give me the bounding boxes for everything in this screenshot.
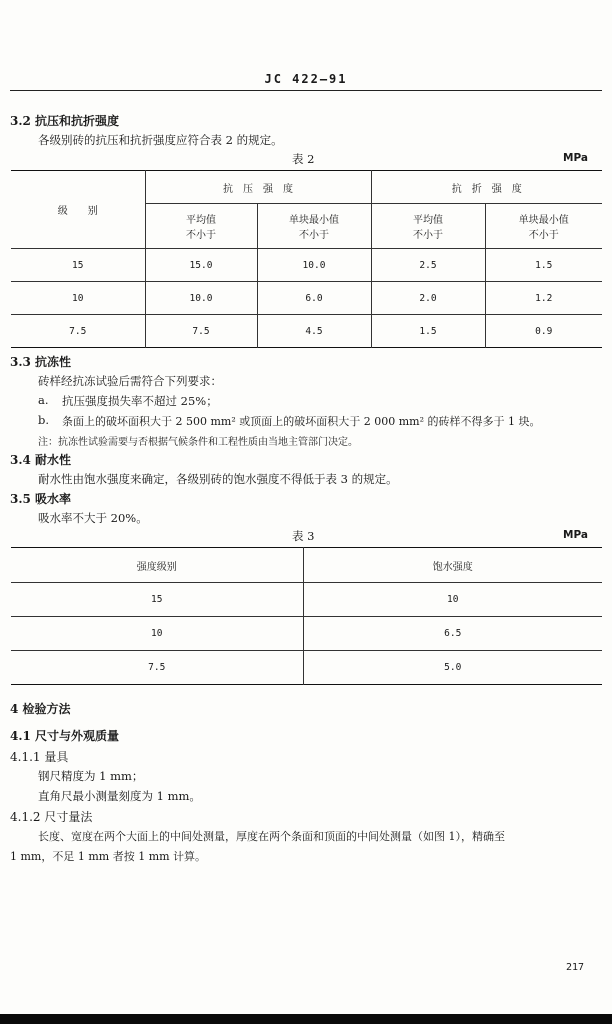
item-b-text: 条面上的破坏面积大于 2 500 mm² 或顶面上的破坏面积大于 2 000 mm² 的砖样不得多于 1 块。 [62, 415, 541, 428]
grade-header: 级 别 [11, 171, 145, 249]
flex-avg-header: 平均值 不小于 [371, 204, 485, 249]
page-number: 217 [566, 962, 585, 973]
item-b-label: b. [38, 413, 50, 427]
table-3-caption: 表 3 [292, 529, 315, 543]
table-row: 15 15.0 10.0 2.5 1.5 [11, 249, 602, 282]
section-3-5-heading: 3.5 吸水率 [10, 492, 72, 506]
section-3-3-note: 注：抗冻性试验需要与否根据气候条件和工程性质由当地主管部门决定。 [38, 437, 358, 448]
header-rule [10, 90, 602, 91]
item-a-label: a. [38, 393, 49, 407]
section-3-4-heading: 3.4 耐水性 [10, 453, 72, 467]
compress-strength-header: 抗 压 强 度 [145, 171, 371, 204]
item-a-text: 抗压强度损失率不超过 25%； [62, 394, 218, 408]
table-row: 10 10.0 6.0 2.0 1.2 [11, 282, 602, 315]
section-3-2-text: 各级别砖的抗压和抗折强度应符合表 2 的规定。 [38, 133, 283, 147]
table-3-unit: MPa [563, 529, 588, 541]
section-4-1-1-line1: 钢尺精度为 1 mm； [38, 769, 144, 783]
flex-strength-header: 抗 折 强 度 [371, 171, 602, 204]
section-3-2-heading: 3.2 抗压和抗折强度 [10, 114, 120, 128]
section-4-1-2-line2: 1 mm，不足 1 mm 者按 1 mm 计算。 [10, 850, 207, 863]
section-4-1-1-line2: 直角尺最小测量刻度为 1 mm。 [38, 789, 201, 803]
section-3-3-intro: 砖样经抗冻试验后需符合下列要求： [38, 374, 222, 388]
table-row: 7.5 5.0 [11, 651, 602, 685]
section-4-1-heading: 4.1 尺寸与外观质量 [10, 729, 120, 743]
table-3 [11, 547, 602, 685]
saturated-strength-header: 饱水强度 [303, 548, 602, 583]
section-3-4-text: 耐水性由饱水强度来确定，各级别砖的饱水强度不得低于表 3 的规定。 [38, 472, 398, 486]
section-4-heading: 4 检验方法 [10, 702, 71, 716]
compress-avg-header: 平均值 不小于 [145, 204, 257, 249]
table-2-unit: MPa [563, 152, 588, 164]
table-row: 10 6.5 [11, 617, 602, 651]
compress-min-header: 单块最小值 不小于 [257, 204, 371, 249]
table-2-caption: 表 2 [292, 152, 315, 166]
scan-edge [0, 1014, 612, 1024]
section-4-1-1-heading: 4.1.1 量具 [10, 750, 69, 764]
flex-min-header: 单块最小值 不小于 [485, 204, 602, 249]
strength-grade-header: 强度级别 [11, 548, 303, 583]
document-header: JC 422—91 [264, 72, 348, 86]
table-2 [11, 170, 602, 348]
section-4-1-2-line1: 长度、宽度在两个大面上的中间处测量，厚度在两个条面和顶面的中间处测量（如图 1），精确至 [38, 830, 505, 843]
table-row: 15 10 [11, 583, 602, 617]
section-3-3-heading: 3.3 抗冻性 [10, 355, 72, 369]
table-row: 7.5 7.5 4.5 1.5 0.9 [11, 315, 602, 348]
section-4-1-2-heading: 4.1.2 尺寸量法 [10, 810, 93, 824]
section-3-5-text: 吸水率不大于 20%。 [38, 511, 148, 525]
